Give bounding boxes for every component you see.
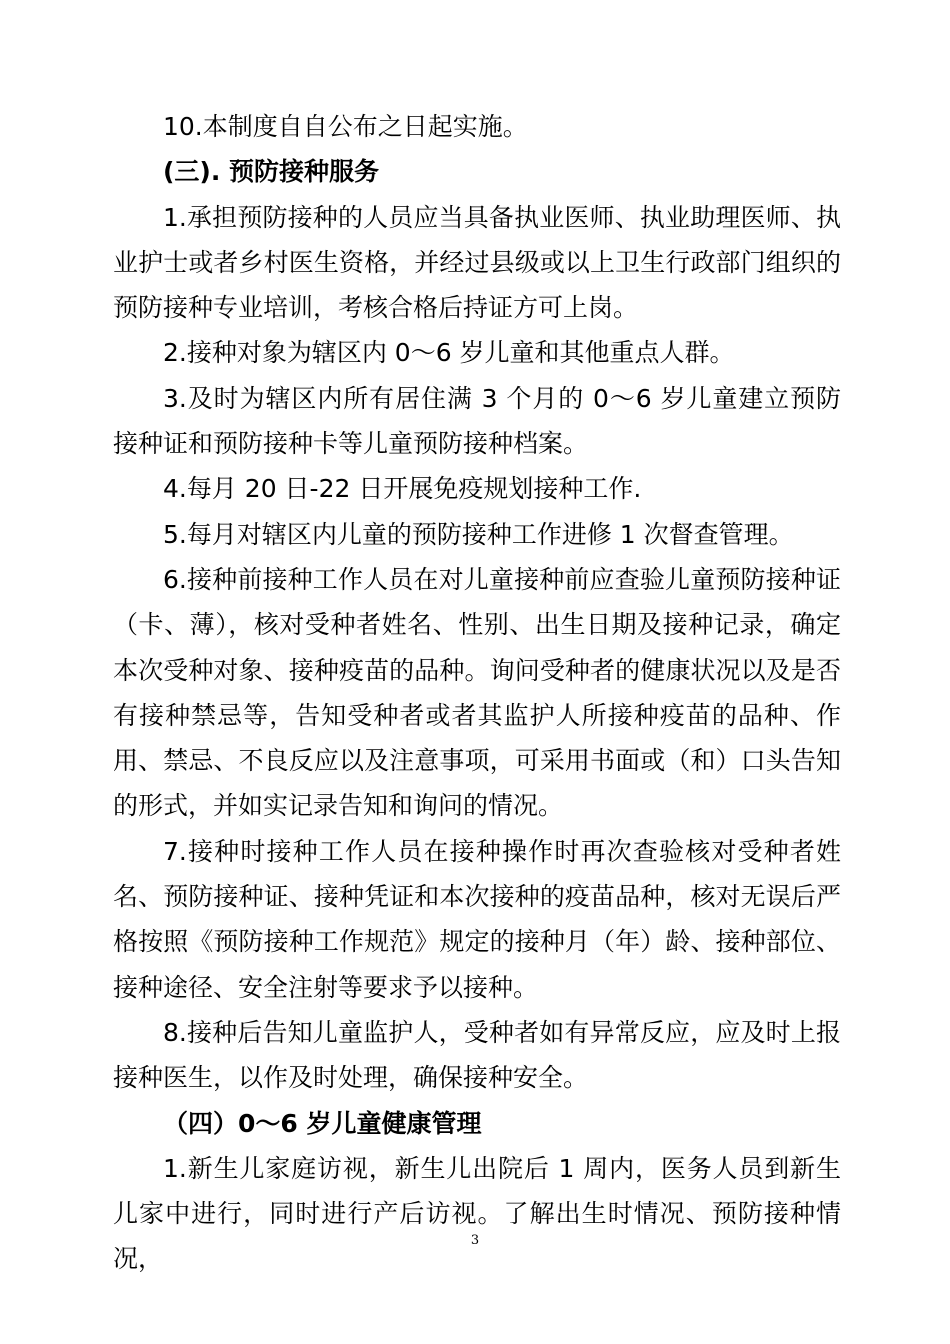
vaccination-item-1: 1.承担预防接种的人员应当具备执业医师、执业助理医师、执业护士或者乡村医生资格，并经过县级或以上卫生行政部门组织的预防接种专业培训，考核合格后持证方可上岗。 — [113, 202, 841, 323]
document-body — [113, 104, 841, 1282]
vaccination-item-3: 3.及时为辖区内所有居住满 3 个月的 0～6 岁儿童建立预防接种证和预防接种卡等儿童预防接种档案。 — [113, 383, 841, 459]
section-3-heading: (三). 预防接种服务 — [163, 157, 380, 187]
rule-10-paragraph: 10.本制度自自公布之日起实施。 — [163, 112, 528, 141]
vaccination-item-8: 8.接种后告知儿童监护人，受种者如有异常反应，应及时上报接种医生，以作及时处理，确保接种安全。 — [113, 1017, 841, 1093]
vaccination-item-6: 6.接种前接种工作人员在对儿童接种前应查验儿童预防接种证（卡、薄），核对受种者姓名、性别、出生日期及接种记录，确定本次受种对象、接种疫苗的品种。询问受种者的健康状况以及是否有接种禁忌等，告知受种者或者其监护人所接种疫苗的品种、作用、禁忌、不良反应以及注意事项，可采用书面或（和）口头告知的形式，并如实记录告知和询问的情况。 — [113, 564, 841, 821]
vaccination-item-4: 4.每月 20 日-22 日开展免疫规划接种工作. — [163, 474, 642, 504]
page-number: 3 — [470, 1233, 480, 1248]
child-health-item-1: 1.新生儿家庭访视，新生儿出院后 1 周内，医务人员到新生儿家中进行，同时进行产后访视。了解出生时情况、预防接种情况， — [113, 1153, 841, 1274]
section-4-heading: （四）0～6 岁儿童健康管理 — [163, 1108, 482, 1138]
vaccination-item-5: 5.每月对辖区内儿童的预防接种工作进修 1 次督查管理。 — [163, 519, 794, 549]
vaccination-item-7: 7.接种时接种工作人员在接种操作时再次查验核对受种者姓名、预防接种证、接种凭证和本次接种的疫苗品种，核对无误后严格按照《预防接种工作规范》规定的接种月（年）龄、接种部位、接种途径、安全注射等要求予以接种。 — [113, 836, 841, 1002]
vaccination-item-2: 2.接种对象为辖区内 0～6 岁儿童和其他重点人群。 — [163, 338, 735, 368]
